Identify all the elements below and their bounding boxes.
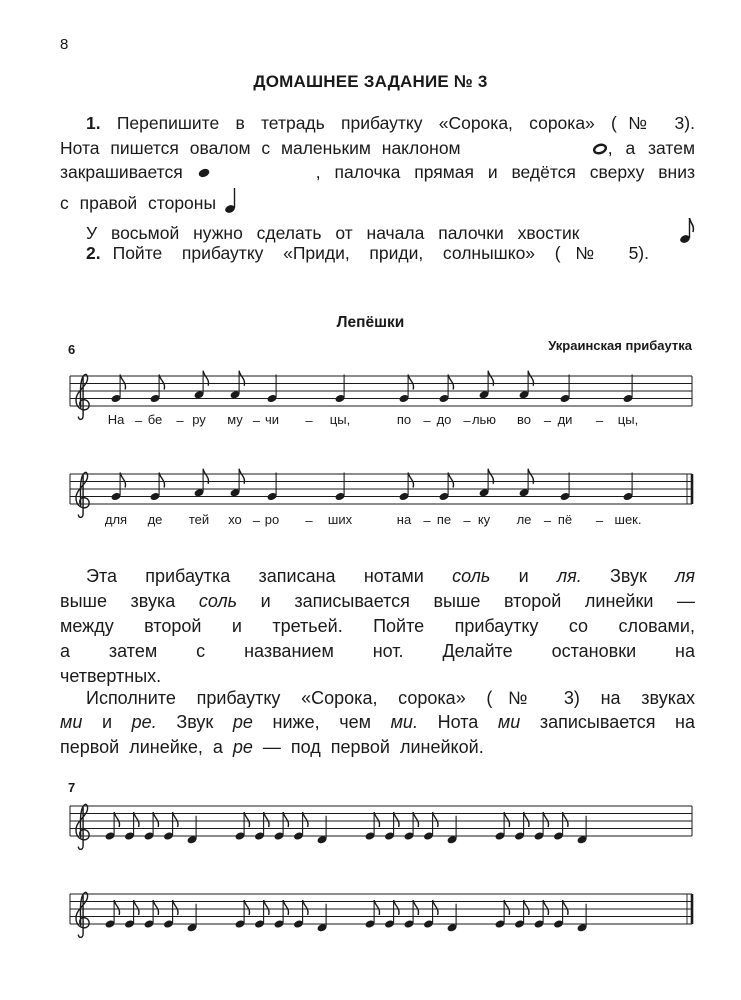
note-flag: [374, 812, 379, 827]
song-title: Лепёшки: [336, 314, 405, 331]
lyric-line-1-syllable: На: [107, 412, 125, 427]
example-number-7: 7: [68, 780, 76, 795]
lyric-line-2-syllable: де: [147, 512, 163, 527]
note-flag: [120, 473, 125, 488]
note-flag: [153, 812, 158, 827]
homework-item-2: 2. Пойте прибаутку «Приди, приди, солнышко» (№ 5).: [86, 243, 649, 263]
lyric-line-2-syllable: ро: [264, 512, 280, 527]
lyric-line-2-syllable: пё: [557, 512, 573, 527]
note-flag: [244, 812, 249, 827]
song-subtitle: Украинская прибаутка: [548, 338, 692, 353]
note-flag: [433, 812, 438, 827]
lyric-line-2-syllable: шек.: [614, 512, 642, 527]
lyric-hyphen: –: [176, 413, 184, 428]
note-flag: [159, 473, 164, 488]
note-flag: [504, 900, 509, 915]
note-flag: [448, 375, 453, 390]
note-flag: [394, 900, 399, 915]
item-number: 2.: [86, 243, 101, 263]
example-number-6: 6: [68, 342, 76, 357]
lyric-line-1-syllable: до: [436, 412, 452, 427]
note-flag: [408, 375, 413, 390]
note-flag: [134, 900, 139, 915]
note-flag: [303, 812, 308, 827]
note-flag: [114, 812, 119, 827]
note-flag: [394, 812, 399, 827]
lyric-hyphen: –: [463, 513, 471, 528]
homework-item-1-line-3: закрашивается , палочка прямая и ведётся сверху вниз: [60, 162, 695, 182]
note-flag: [173, 812, 178, 827]
lyric-hyphen: –: [595, 513, 604, 528]
homework-title: ДОМАШНЕЕ ЗАДАНИЕ № 3: [253, 72, 488, 91]
homework-item-1-line-2: Нота пишется овалом с маленьким наклоном , а затем: [60, 138, 695, 158]
note-flag: [448, 473, 453, 488]
lyric-hyphen: –: [305, 513, 313, 528]
note-flag: [283, 900, 288, 915]
paragraph-1-line-1: Эта прибаутка записана нотами соль и ля. Звук ля: [86, 566, 695, 586]
paragraph-1-line-5: четвертных.: [60, 666, 162, 686]
note-flag: [524, 812, 529, 827]
lyric-hyphen: –: [543, 413, 552, 428]
note-flag: [504, 812, 509, 827]
note-flag: [408, 473, 413, 488]
item-number: 1.: [86, 113, 101, 133]
lyric-line-2-syllable: тей: [188, 512, 210, 527]
page-number: 8: [60, 36, 69, 53]
lyric-line-1-syllable: бе: [147, 412, 163, 427]
note-flag: [264, 900, 269, 915]
lyric-hyphen: –: [252, 413, 261, 428]
homework-item-1-line-5: У восьмой нужно сделать от начала палочки хвостик: [86, 216, 695, 244]
paragraph-2-line-3: первой линейке, а ре — под первой линейкой.: [60, 737, 484, 757]
note-flag: [159, 375, 164, 390]
note-flag: [543, 900, 548, 915]
lyric-line-1-syllable: лью: [471, 412, 497, 427]
note-flag: [563, 812, 568, 827]
treble-clef-icon: [76, 892, 89, 937]
note-flag: [303, 900, 308, 915]
lyric-line-2-syllable: ле: [516, 512, 532, 527]
lyric-line-2-syllable: ших: [327, 512, 353, 527]
note-flag: [413, 812, 418, 827]
lyric-line-1-syllable: во: [517, 412, 531, 427]
note-flag: [173, 900, 178, 915]
lyric-hyphen: –: [595, 413, 604, 428]
note-flag: [153, 900, 158, 915]
paragraph-1-line-4: а затем с названием нот. Делайте остановки на: [60, 641, 695, 661]
lyric-line-2-syllable: на: [396, 512, 412, 527]
note-flag: [134, 812, 139, 827]
homework-item-1-line-1: 1. Перепишите в тетрадь прибаутку «Сорока, сорока» (№ 3).: [86, 113, 695, 133]
note-flag: [413, 900, 418, 915]
note-flag: [264, 812, 269, 827]
paragraph-2-line-1: Исполните прибаутку «Сорока, сорока» (№ 3) на звуках: [86, 688, 695, 708]
lyric-line-2-syllable: хо: [228, 512, 242, 527]
paragraph-2-line-2: ми и ре. Звук ре ниже, чем ми. Нота ми записывается на: [60, 712, 695, 732]
lyric-line-1-syllable: ру: [192, 412, 206, 427]
lyric-hyphen: –: [463, 413, 471, 428]
lyric-line-1-syllable: му: [227, 412, 243, 427]
treble-clef-icon: [76, 472, 89, 517]
treble-clef-icon: [76, 804, 89, 849]
lyric-line-2-syllable: пе: [436, 512, 452, 527]
lyric-line-1-syllable: цы,: [617, 412, 639, 427]
lyric-hyphen: –: [423, 513, 431, 528]
homework-item-1-line-4: с правой стороны: [60, 186, 240, 214]
lyric-hyphen: –: [252, 513, 261, 528]
note-flag: [244, 900, 249, 915]
lyric-line-2-syllable: ку: [477, 512, 491, 527]
note-flag: [563, 900, 568, 915]
lyric-hyphen: –: [543, 513, 552, 528]
note-flag: [433, 900, 438, 915]
lyric-hyphen: –: [305, 413, 313, 428]
treble-clef-icon: [76, 374, 89, 419]
lyric-line-1-syllable: цы,: [329, 412, 351, 427]
lyric-hyphen: –: [423, 413, 431, 428]
lyric-line-1-syllable: чи: [264, 412, 280, 427]
note-flag: [120, 375, 125, 390]
note-flag: [114, 900, 119, 915]
paragraph-1-line-3: между второй и третьей. Пойте прибаутку со словами,: [60, 616, 695, 636]
note-flag: [374, 900, 379, 915]
note-flag: [283, 812, 288, 827]
lyric-hyphen: –: [134, 413, 143, 428]
lyric-line-1-syllable: ди: [557, 412, 573, 427]
lyric-line-2-syllable: для: [104, 512, 128, 527]
lyric-line-1-syllable: по: [396, 412, 412, 427]
paragraph-1-line-2: выше звука соль и записывается выше второй линейки —: [60, 591, 695, 611]
note-flag: [543, 812, 548, 827]
note-flag: [524, 900, 529, 915]
